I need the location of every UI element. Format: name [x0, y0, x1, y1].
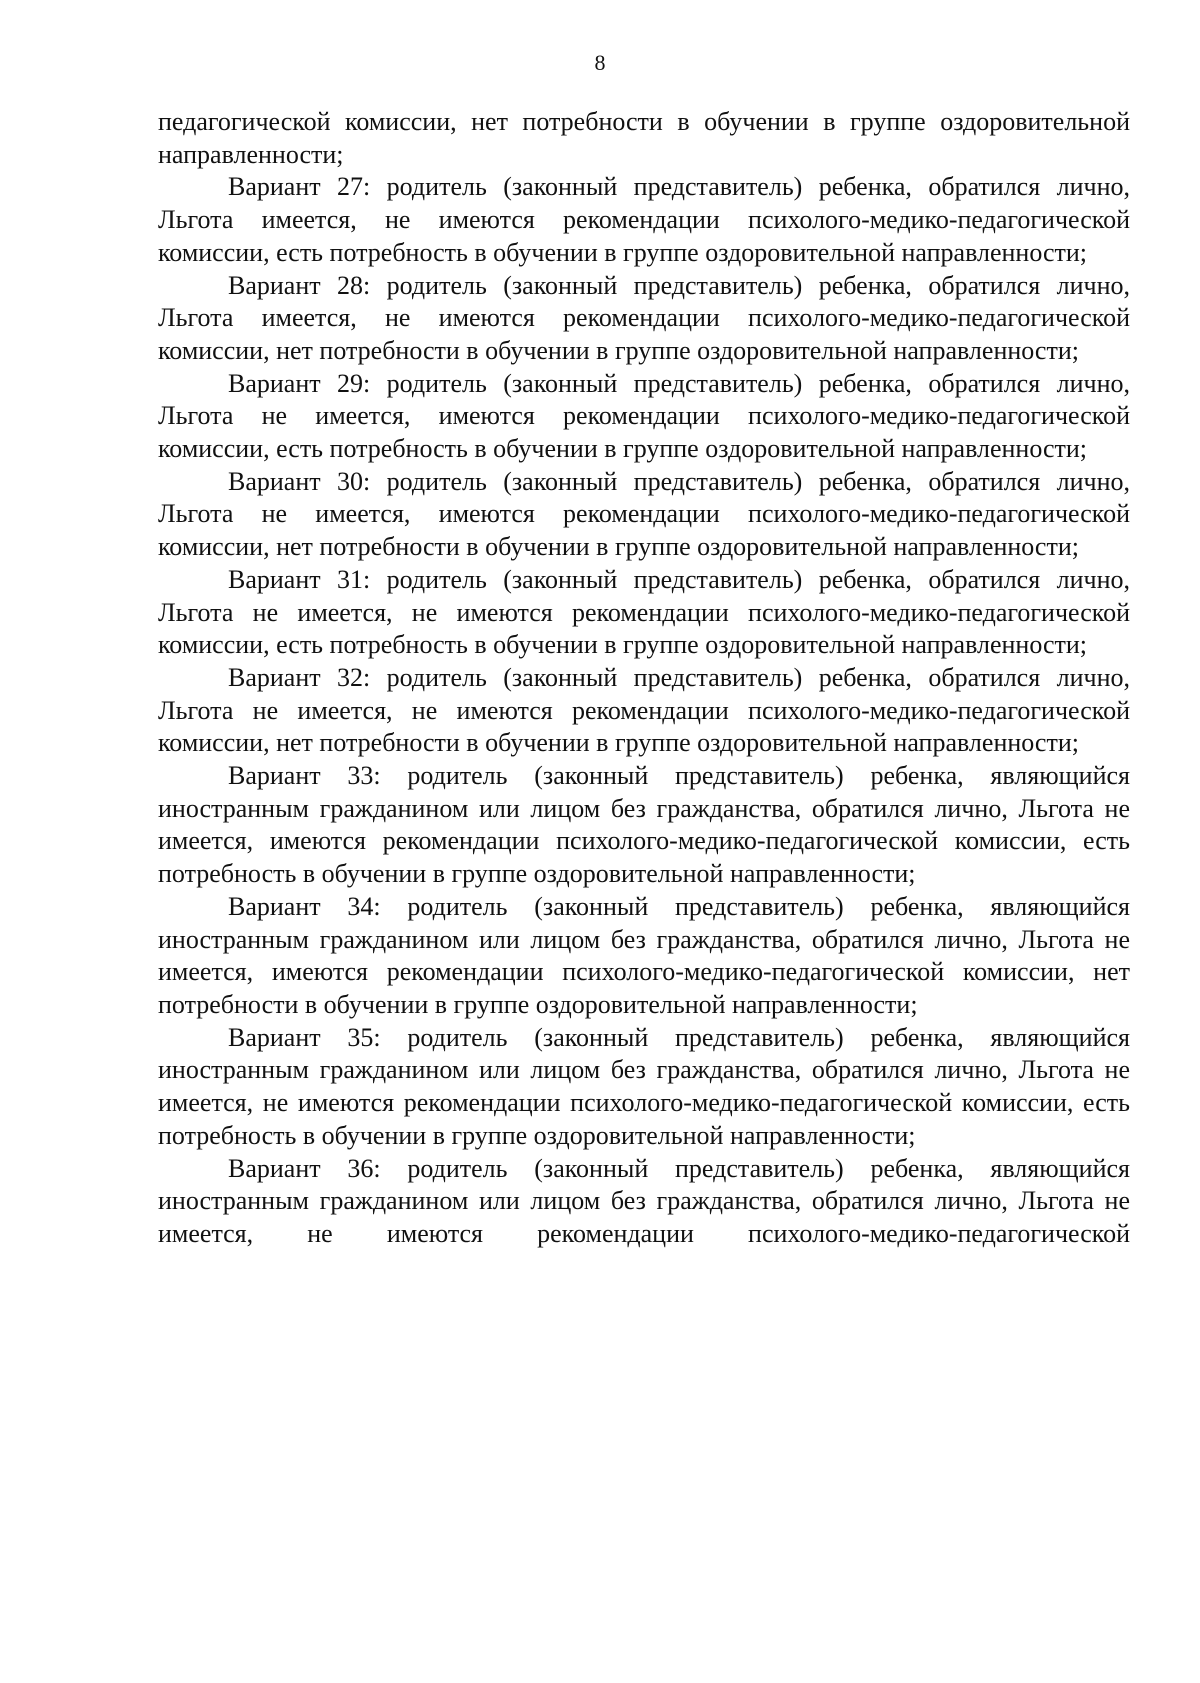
paragraph-variant-32: Вариант 32: родитель (законный представитель) ребенка, обратился лично, Льгота не имеется, не имеются рекомендации психолого-медико-педагогической комиссии, нет потребности в обучении в группе оздоровительной направленности;	[158, 662, 1130, 758]
paragraph-variant-28: Вариант 28: родитель (законный представитель) ребенка, обратился лично, Льгота имеется, не имеются рекомендации психолого-медико-педагогической комиссии, нет потребности в обучении в группе оздоровительной направленности;	[158, 270, 1130, 365]
paragraph-variant-29: Вариант 29: родитель (законный представитель) ребенка, обратился лично, Льгота не имеется, имеются рекомендации психолого-медико-педагогической комиссии, есть потребность в обучении в группе оздоровительной направленности;	[158, 368, 1130, 464]
paragraph-variant-31: Вариант 31: родитель (законный представитель) ребенка, обратился лично, Льгота не имеется, не имеются рекомендации психолого-медико-педагогической комиссии, есть потребность в обучении в группе оздоровительной направленности;	[158, 564, 1130, 660]
paragraph-variant-36: Вариант 36: родитель (законный представитель) ребенка, являющийся иностранным гражданином или лицом без гражданства, обратился лично, Льгота не имеется, не имеются рекомендации психолого-медико-педагогической	[158, 1153, 1130, 1248]
paragraph-variant-27: Вариант 27: родитель (законный представитель) ребенка, обратился лично, Льгота имеется, не имеются рекомендации психолого-медико-педагогической комиссии, есть потребность в обучении в группе оздоровительной направленности;	[158, 172, 1130, 267]
paragraph-variant-34: Вариант 34: родитель (законный представитель) ребенка, являющийся иностранным гражданином или лицом без гражданства, обратился лично, Льгота не имеется, имеются рекомендации психолого-медико-педагогической комиссии, нет потребности в обучении в группе оздоровительной направленности;	[158, 891, 1130, 1019]
paragraph-continuation: педагогической комиссии, нет потребности в обучении в группе оздоровительной направленности;	[158, 107, 1130, 169]
page-number: 8	[594, 50, 606, 75]
paragraph-variant-33: Вариант 33: родитель (законный представитель) ребенка, являющийся иностранным гражданином или лицом без гражданства, обратился лично, Льгота не имеется, имеются рекомендации психолого-медико-педагогической комиссии, есть потребность в обучении в группе оздоровительной направленности;	[158, 761, 1130, 889]
paragraph-variant-35: Вариант 35: родитель (законный представитель) ребенка, являющийся иностранным гражданином или лицом без гражданства, обратился лично, Льгота не имеется, не имеются рекомендации психолого-медико-педагогической комиссии, есть потребность в обучении в группе оздоровительной направленности;	[158, 1022, 1130, 1150]
paragraph-variant-30: Вариант 30: родитель (законный представитель) ребенка, обратился лично, Льгота не имеется, имеются рекомендации психолого-медико-педагогической комиссии, нет потребности в обучении в группе оздоровительной направленности;	[158, 466, 1130, 562]
document-body	[158, 106, 1130, 1251]
